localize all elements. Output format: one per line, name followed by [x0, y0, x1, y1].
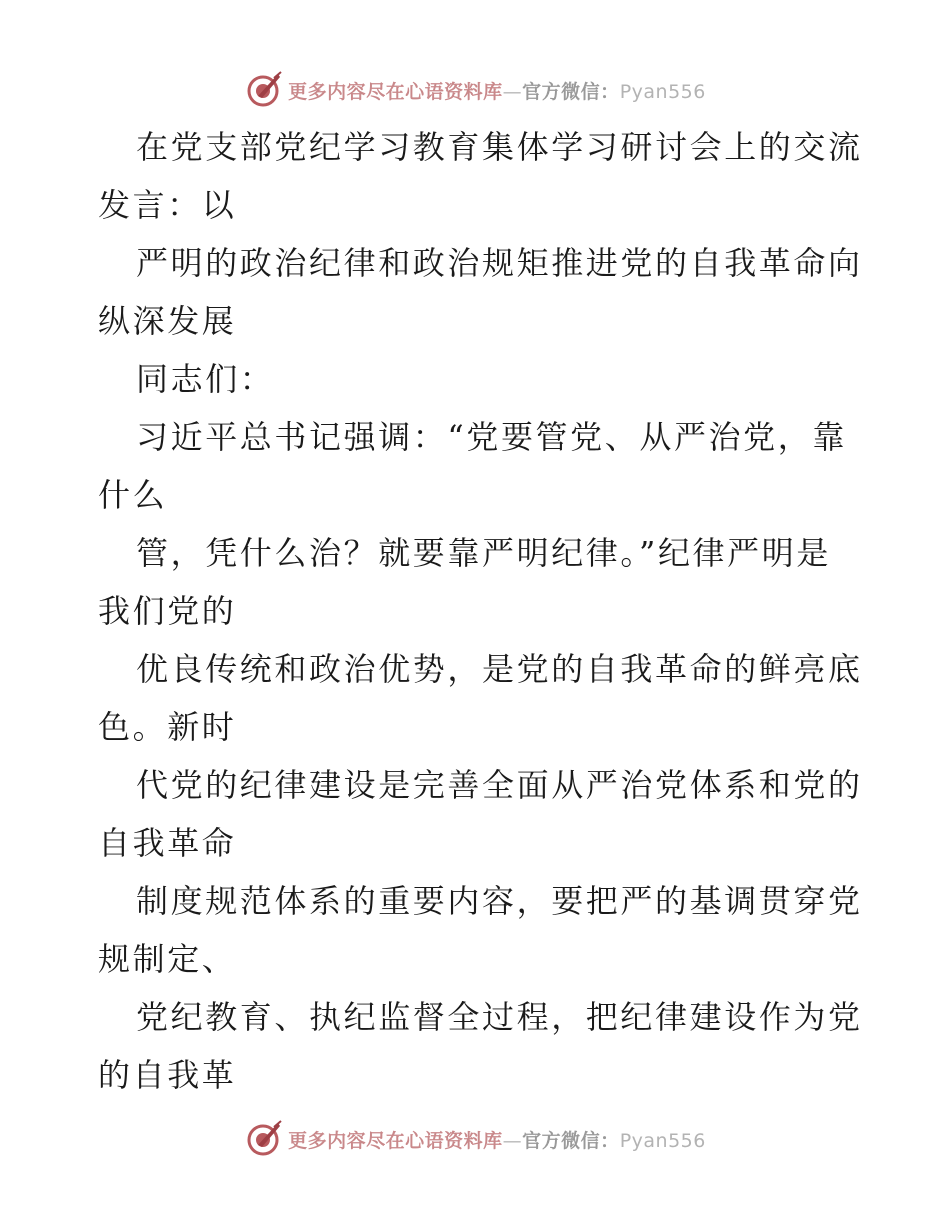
- watermark-wechat-label: 官方微信：: [522, 1129, 620, 1152]
- text-line: 在党支部党纪学习教育集体学习研讨会上的交流: [136, 128, 863, 166]
- quill-logo-icon: [244, 1119, 284, 1159]
- footer-watermark: [0, 1117, 950, 1161]
- watermark-brand: 更多内容尽在心语资料库: [288, 1129, 503, 1152]
- text-line: 严明的政治纪律和政治规矩推进党的自我革命向: [136, 244, 863, 282]
- text-line: 纵深发展: [98, 302, 237, 340]
- text-line: 我们党的: [98, 592, 237, 630]
- text-line: 优良传统和政治优势，是党的自我革命的鲜亮底: [136, 650, 863, 688]
- text-line: 代党的纪律建设是完善全面从严治党体系和党的: [136, 766, 863, 804]
- text-line: 同志们：: [136, 360, 275, 398]
- watermark-wechat-label: 官方微信：: [522, 80, 620, 103]
- watermark-wechat-id: Pyan556: [619, 80, 706, 103]
- watermark-dash: —: [502, 80, 523, 103]
- text-line: 制度规范体系的重要内容，要把严的基调贯穿党: [136, 882, 863, 920]
- quill-logo-icon: [244, 70, 284, 110]
- text-line: 发言：以: [98, 186, 237, 224]
- text-line: 习近平总书记强调：“党要管党、从严治党，靠: [136, 418, 847, 456]
- watermark-dash: —: [502, 1129, 523, 1152]
- watermark-brand: 更多内容尽在心语资料库: [288, 80, 503, 103]
- text-line: 自我革命: [98, 824, 237, 862]
- text-line: 什么: [98, 476, 168, 514]
- header-watermark: [0, 68, 950, 112]
- document-body: [98, 118, 863, 1104]
- text-line: 党纪教育、执纪监督全过程，把纪律建设作为党: [136, 998, 863, 1036]
- watermark-text: [288, 77, 706, 104]
- watermark-wechat-id: Pyan556: [619, 1129, 706, 1152]
- text-line: 的自我革: [98, 1056, 237, 1094]
- text-line: 管，凭什么治？就要靠严明纪律。”纪律严明是: [136, 534, 831, 572]
- text-line: 色。新时: [98, 708, 237, 746]
- watermark-text: [288, 1126, 706, 1153]
- text-line: 规制定、: [98, 940, 237, 978]
